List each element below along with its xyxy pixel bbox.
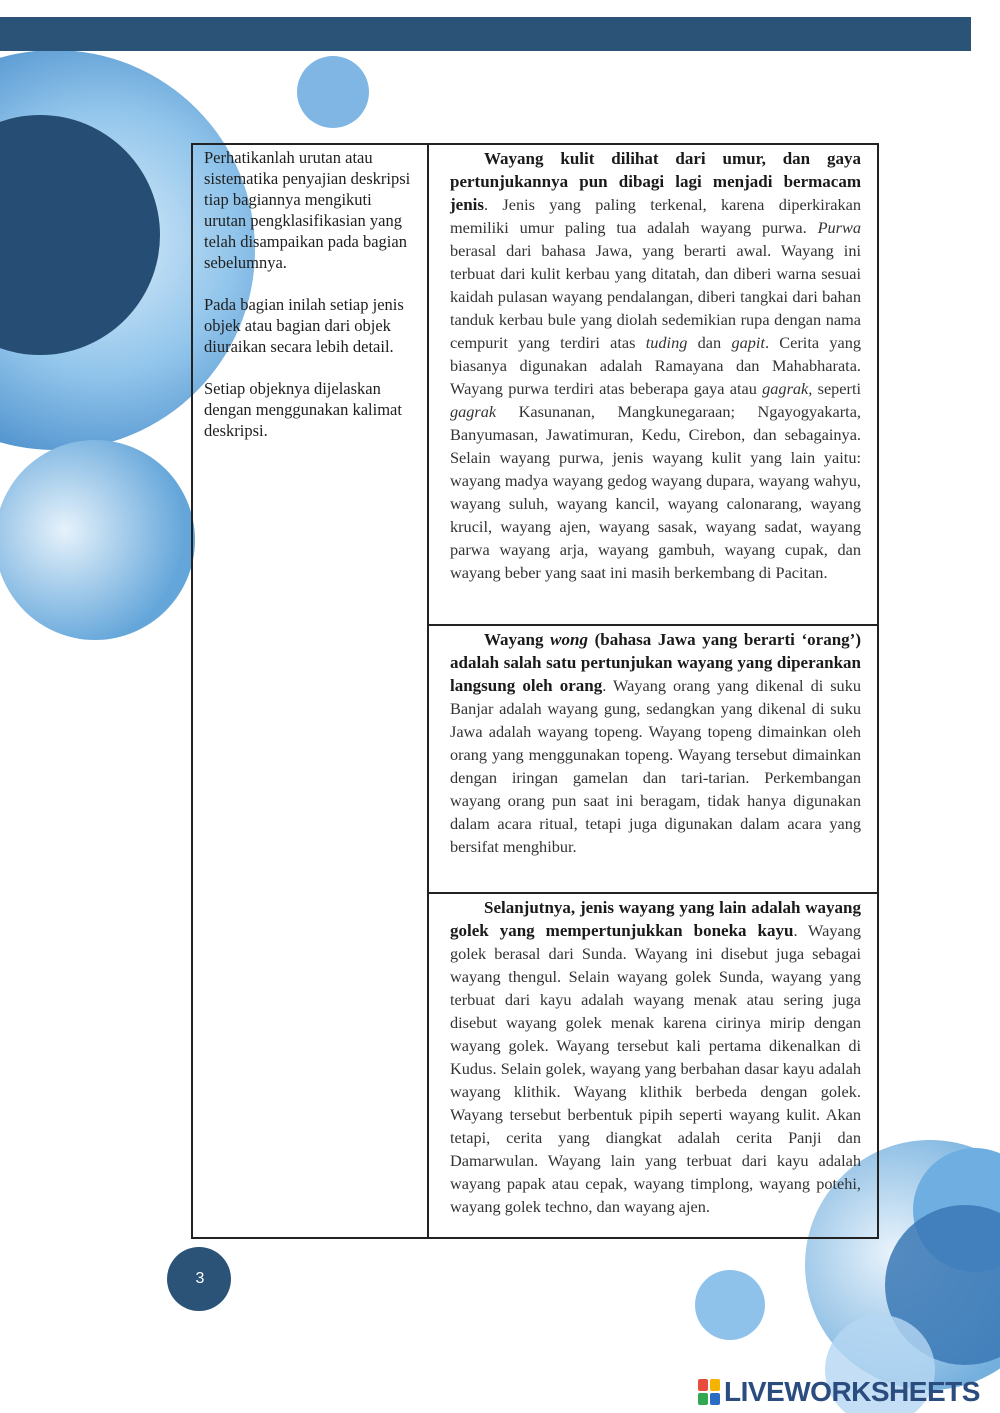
body-text: . Jenis yang paling terkenal, karena diperkirakan memiliki umur paling tua adalah wayang purwa. [450, 195, 861, 237]
paragraph-cell-wayang-wong [429, 624, 879, 892]
deco-circle-small-top [297, 56, 369, 128]
paragraph-wayang-wong [450, 628, 861, 858]
brand-logo [698, 1376, 980, 1408]
italic-term: tuding [645, 333, 688, 352]
note-text: Setiap objeknya dijelaskan dengan menggunakan kalimat deskripsi. [204, 379, 402, 440]
note-column [193, 145, 429, 1237]
body-text: . Wayang golek berasal dari Sunda. Wayang ini disebut juga sebagai wayang thengul. Selain wayang golek Sunda, wayang yang terbuat dari kayu adalah wayang menak atau sering juga disebut wayang golek menak karena cirinya mirip dengan wayang golek. Wayang tersebut kali pertama dikenalkan di Kudus. Selain golek, wayang yang berbahan dasar kayu adalah wayang klithik. Wayang klithik berbeda dengan golek. Wayang tersebut berbentuk pipih seperti wayang kulit. Akan tetapi, cerita yang diangkat adalah cerita Panji dan Damarwulan. Wayang lain yang terbuat dari kayu adalah wayang papak atau cepak, wayang timplong, wayang potehi, wayang golek techno, dan wayang ajen. [450, 921, 861, 1216]
body-text: Kasunanan, Mangkunegaraan; Ngayogyakarta, Banyumasan, Jawatimuran, Kedu, Cirebon, dan sebagainya. Selain wayang purwa, jenis wayang kulit yang lain yaitu: wayang madya wayang gedog wayang dupara, wayang wahyu, wayang suluh, wayang kancil, wayang calonarang, wayang krucil, wayang ajen, wayang sasak, wayang sadat, wayang parwa wayang arja, wayang gambuh, wayang cupak, dan wayang beber yang saat ini masih berkembang di Pacitan. [450, 402, 861, 582]
italic-term: gagrak, [762, 379, 813, 398]
italic-term: wong [550, 630, 588, 649]
body-text: . Cerita yang biasanya digunakan adalah Ramayana dan Mahabharata. Wayang purwa terdiri atas beberapa gaya atau [450, 333, 862, 398]
paragraph-cell-wayang-kulit [429, 145, 879, 624]
italic-term: gapit [731, 333, 765, 352]
body-text: seperti [812, 379, 862, 398]
body-text: berasal dari bahasa Jawa, yang berarti awal. Wayang ini terbuat dari kulit kerbau yang ditatah, dan diberi warna sesuai kaidah pulasan wayang pendalangan, diberi tangkai dari bahan tanduk kerbau bule yang diolah sedemikian rupa dengan nama cempurit yang terdiri atas [450, 241, 861, 352]
brand-logo-icon [698, 1379, 720, 1405]
header-banner [0, 17, 971, 51]
deco-circle-left-lower [0, 440, 195, 640]
paragraph-cell-wayang-golek [429, 892, 879, 1239]
key-sentence: Wayang kulit dilihat dari umur, dan gaya pertunjukannya pun dibagi lagi menjadi bermacam jenis [450, 149, 861, 214]
body-text: . Wayang orang yang dikenal di suku Banjar adalah wayang gung, sedangkan yang dikenal di suku Jawa adalah wayang topeng. Wayang topeng dimainkan oleh orang yang menggunakan topeng. Wayang tersebut dimainkan dengan iringan gamelan dan tari-tarian. Perkembangan wayang orang pun saat ini beragam, tidak hanya digunakan dalam acara ritual, tetapi juga digunakan dalam acara yang bersifat menghibur. [450, 676, 861, 856]
key-sentence-part: (bahasa Jawa yang berarti ‘orang’) adalah salah satu pertunjukan wayang yang diperankan langsung oleh orang [450, 630, 861, 695]
page-number: 3 [167, 1247, 231, 1311]
paragraph-wayang-golek [450, 896, 861, 1218]
deco-circle-br-small [695, 1270, 765, 1340]
key-sentence: Selanjutnya, jenis wayang yang lain adalah wayang golek yang mempertunjukkan boneka kayu [450, 898, 861, 940]
brand-name: LIVEWORKSHEETS [724, 1376, 980, 1407]
paragraph-wayang-kulit [450, 147, 861, 584]
note-text: Perhatikanlah urutan atau sistematika penyajian deskripsi tiap bagiannya mengikuti urutan pengklasifikasian yang telah disampaikan pada bagian sebelumnya. [204, 148, 411, 272]
italic-term: gagrak [450, 402, 497, 421]
body-text: dan [687, 333, 732, 352]
content-table [191, 143, 879, 1239]
key-sentence-part: Wayang [484, 630, 551, 649]
italic-term: Purwa [817, 218, 861, 237]
note-text: Pada bagian inilah setiap jenis objek atau bagian dari objek diuraikan secara lebih detail. [204, 295, 404, 356]
